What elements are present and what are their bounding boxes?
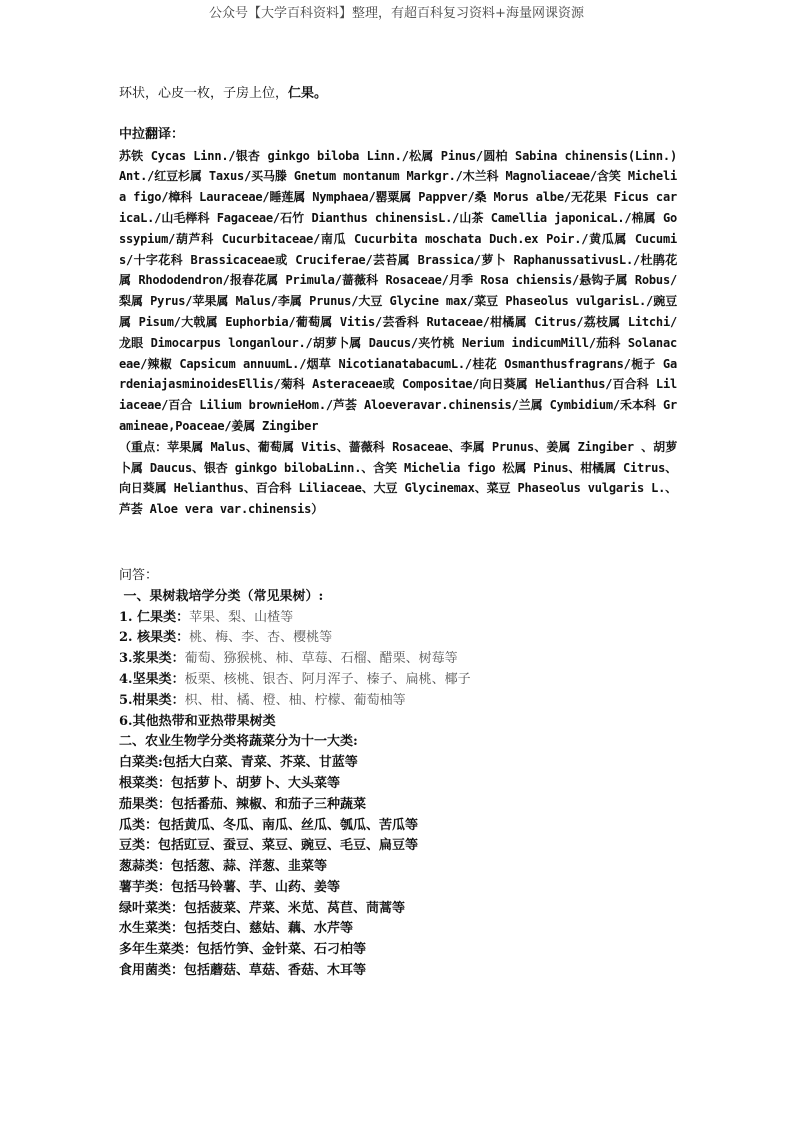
list-item: 葱蒜类：包括葱、蒜、洋葱、韭菜等: [119, 859, 328, 875]
list-item: 根菜类：包括萝卜、胡萝卜、大头菜等: [119, 775, 341, 791]
fruit-list: [119, 608, 677, 733]
list-item: 食用菌类：包括蘑菇、草菇、香菇、木耳等: [119, 963, 367, 979]
translation-heading: 中拉翻译：: [119, 126, 185, 142]
translation-keypoints: （重点：苹果属 Malus、葡萄属 Vitis、蔷薇科 Rosaceae、李属 Prunus、姜属 Zingiber 、胡萝卜属 Daucus、银杏 ginkgo bilobaLinn.、含笑 Michelia figo 松属 Pinus、柑橘属 Citrus、向日葵属 Helianthus、百合科 Liliaceae、大豆 Glycinemax、菜豆 Phaseolus vulgaris L.、芦荟 Aloe vera var.chinensis）: [119, 439, 677, 517]
section2-title: 二、农业生物学分类将蔬菜分为十一大类:: [119, 734, 358, 750]
list-item: 2. 核果类：桃、梅、李、杏、樱桃等: [119, 630, 333, 646]
list-item: 白菜类:包括大白菜、青菜、芥菜、甘蓝等: [119, 755, 358, 771]
list-item: 4.坚果类：板栗、核桃、银杏、阿月浑子、榛子、扁桃、椰子: [119, 671, 471, 687]
intro-emphasis: 仁果。: [288, 86, 328, 101]
vegetable-list: [119, 753, 677, 982]
page-header: 公众号【大学百科资料】整理，有超百科复习资料+海量网课资源: [209, 6, 584, 21]
intro-text: 环状，心皮一枚，子房上位，: [119, 86, 289, 101]
list-item: 3.浆果类：葡萄、猕猴桃、柿、草莓、石榴、醋栗、树莓等: [119, 651, 458, 667]
list-item: 茄果类：包括番茄、辣椒、和茄子三种蔬菜: [119, 796, 367, 812]
translation-body: 苏铁 Cycas Linn./银杏 ginkgo biloba Linn./松属 Pinus/圆柏 Sabina chinensis(Linn.)Ant./红豆杉属 Taxus/买马滕 Gnetum montanum Markgr./木兰科 Magnoliaceae/含笑 Michelia figo/樟科 Lauraceae/睡莲属 Nymphaea/罂粟属 Pappver/桑 Morus albe/无花果 Ficus caricaL./山毛榉科 Fagaceae/石竹 Dianthus chinensisL./山茶 Camellia japonicaL./棉属 Gossypium/葫芦科 Cucurbitaceae/南瓜 Cucurbita moschata Duch.ex Poir./黄瓜属 Cucumis/十字花科 Brassicaceae或 Cruciferae/芸苔属 Brassica/萝卜 RaphanussativusL./杜鹃花属 Rhododendron/报春花属 Primula/蔷薇科 Rosaceae/月季 Rosa chiensis/悬钩子属 Robus/梨属 Pyrus/苹果属 Malus/李属 Prunus/大豆 Glycine max/菜豆 Phaseolus vulgarisL./豌豆属 Pisum/大戟属 Euphorbia/葡萄属 Vitis/芸香科 Rutaceae/柑橘属 Citrus/荔枝属 Litchi/龙眼 Dimocarpus longanlour./胡萝卜属 Daucus/夹竹桃 Nerium indicumMill/茄科 Solanaceae/辣椒 Capsicum annuumL./烟草 NicotianatabacumL./桂花 Osmanthusfragrans/栀子 GardeniajasminoidesEllis/菊科 Asteraceae或 Compositae/向日葵属 Helianthus/百合科 Liliaceae/百合 Lilium brownieHom./芦荟 Aloeveravar.chinensis/兰属 Cymbidium/禾本科 Gramineae,Poaceae/姜属 Zingiber: [119, 148, 677, 433]
list-item: 绿叶菜类：包括菠菜、芹菜、米苋、莴苣、茼蒿等: [119, 900, 406, 916]
intro-paragraph: [119, 84, 677, 105]
document-body: [119, 84, 677, 982]
list-item: 瓜类：包括黄瓜、冬瓜、南瓜、丝瓜、瓠瓜、苦瓜等: [119, 817, 419, 833]
list-item: 水生菜类：包括茭白、慈姑、藕、水芹等: [119, 921, 354, 937]
qa-heading: 问答：: [119, 567, 159, 583]
list-item: 多年生菜类：包括竹笋、金针菜、石刁柏等: [119, 942, 367, 958]
list-item: 薯芋类：包括马铃薯、芋、山药、姜等: [119, 879, 341, 895]
list-item: 5.柑果类：枳、柑、橘、橙、柚、柠檬、葡萄柚等: [119, 692, 406, 708]
list-item: 1. 仁果类：苹果、梨、山楂等: [119, 609, 294, 625]
list-item: 6.其他热带和亚热带果树类: [119, 713, 276, 729]
section1-title: 一、果树栽培学分类（常见果树）:: [119, 588, 324, 604]
list-item: 豆类：包括豇豆、蚕豆、菜豆、豌豆、毛豆、扁豆等: [119, 838, 419, 854]
